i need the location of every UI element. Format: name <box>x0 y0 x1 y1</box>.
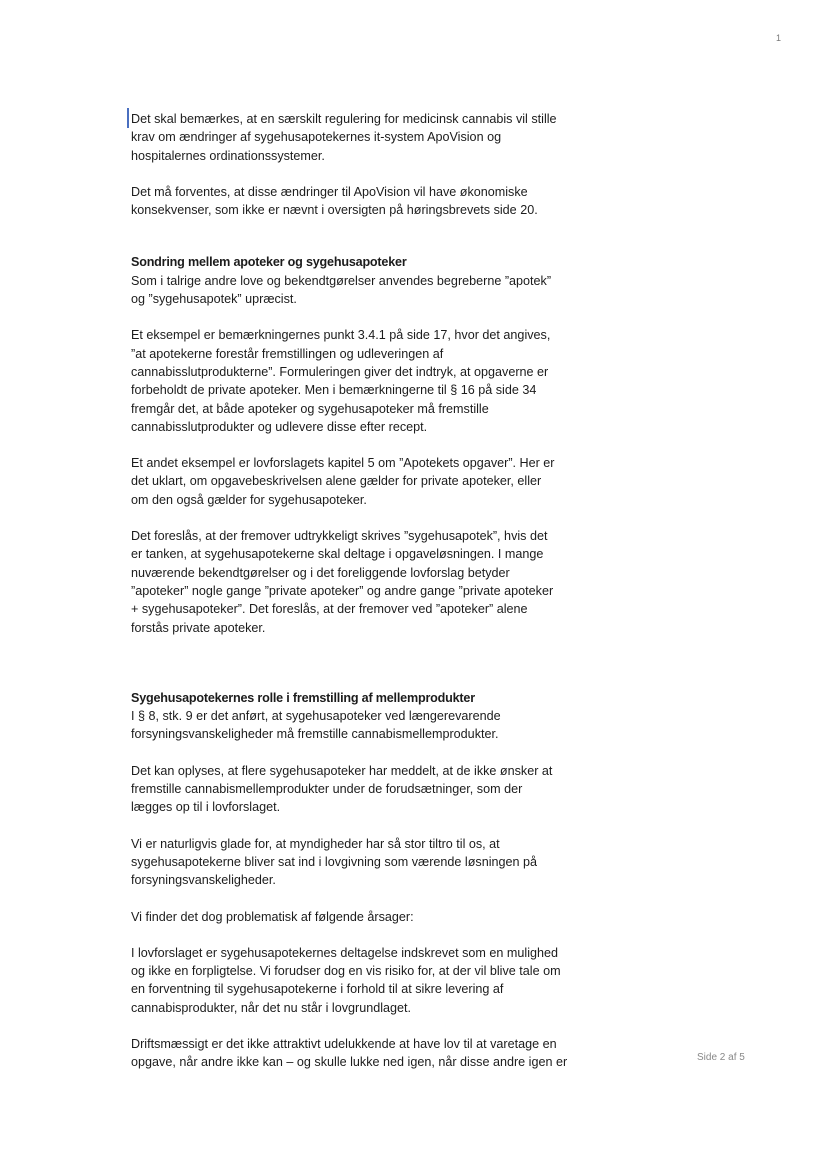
paragraph: Vi er naturligvis glade for, at myndigheder har så stor tiltro til os, at sygehusapotekerne bliver sat ind i lovgivning som værende løsningen på forsyningsvanskeligheder. <box>131 836 538 888</box>
document-body <box>131 110 601 1090</box>
corner-mark: 1 <box>776 33 782 43</box>
paragraph: I § 8, stk. 9 er det anført, at sygehusapoteker ved længerevarende forsyningsvanskeligheder må fremstille cannabismellemprodukter. <box>131 709 501 742</box>
paragraph: Det kan oplyses, at flere sygehusapoteker har meddelt, at de ikke ønsker at fremstille cannabismellemprodukter under de forudsætninger, som der lægges op til i lovforslaget. <box>131 763 553 815</box>
margin-change-bar <box>127 108 129 128</box>
section-heading-sondring: Sondring mellem apoteker og sygehusapoteker <box>131 255 407 270</box>
paragraph: Det må forventes, at disse ændringer til ApoVision vil have økonomiske konsekvenser, som ikke er nævnt i oversigten på høringsbrevets side 20. <box>131 184 538 218</box>
paragraph: Som i talrige andre love og bekendtgørelser anvendes begreberne ”apotek” og ”sygehusapotek” upræcist. <box>131 273 552 307</box>
paragraph: Et andet eksempel er lovforslagets kapitel 5 om ”Apotekets opgaver”. Her er det uklart, om opgavebeskrivelsen alene gælder for private apoteker, eller om den også gælder for sygehusapoteker. <box>131 456 555 507</box>
paragraph: Det foreslås, at der fremover udtrykkeligt skrives ”sygehusapotek”, hvis det er tanken, at sygehusapotekerne skal deltage i opgaveløsningen. I mange nuværende bekendtgørelser og i det foreliggende lovforslag betyder ”apoteker” nogle gange ”private apoteker” og andre gange ”private apoteker + sygehusapoteker”. Det foreslås, at der fremover ved ”apoteker” alene forstås private apoteker. <box>131 529 554 635</box>
paragraph: I lovforslaget er sygehusapotekernes deltagelse indskrevet som en mulighed og ikke en forpligtelse. Vi forudser dog en vis risiko for, at der vil blive tale om en forventning til sygehusapotekerne i forhold til at sikre levering af cannabisprodukter, når det nu står i lovgrundlaget. <box>131 945 561 1015</box>
section-heading-sygehusapotekernes-rolle: Sygehusapotekernes rolle i fremstilling af mellemprodukter <box>131 690 475 705</box>
paragraph: Et eksempel er bemærkningernes punkt 3.4.1 på side 17, hvor det angives, ”at apotekerne forestår fremstillingen og udleveringen af cannabisslutprodukterne”. Formuleringen giver det indtryk, at opgaverne er forbeholdt de private apoteker. Men i bemærkningerne til § 16 på side 34 fremgår det, at både apoteker og sygehusapoteker må fremstille cannabisslutprodukter og udlevere disse efter recept. <box>131 328 551 434</box>
paragraph: Det skal bemærkes, at en særskilt regulering for medicinsk cannabis vil stille krav om ændringer af sygehusapotekernes it-system ApoVision og hospitalernes ordinationssystemer. <box>131 112 557 163</box>
paragraph: Driftsmæssigt er det ikke attraktivt udelukkende at have lov til at varetage en opgave, når andre ikke kan – og skulle lukke ned igen, når disse andre igen er <box>131 1036 568 1070</box>
paragraph: Vi finder det dog problematisk af følgende årsager: <box>131 909 414 924</box>
page-number: Side 2 af 5 <box>697 1052 745 1063</box>
